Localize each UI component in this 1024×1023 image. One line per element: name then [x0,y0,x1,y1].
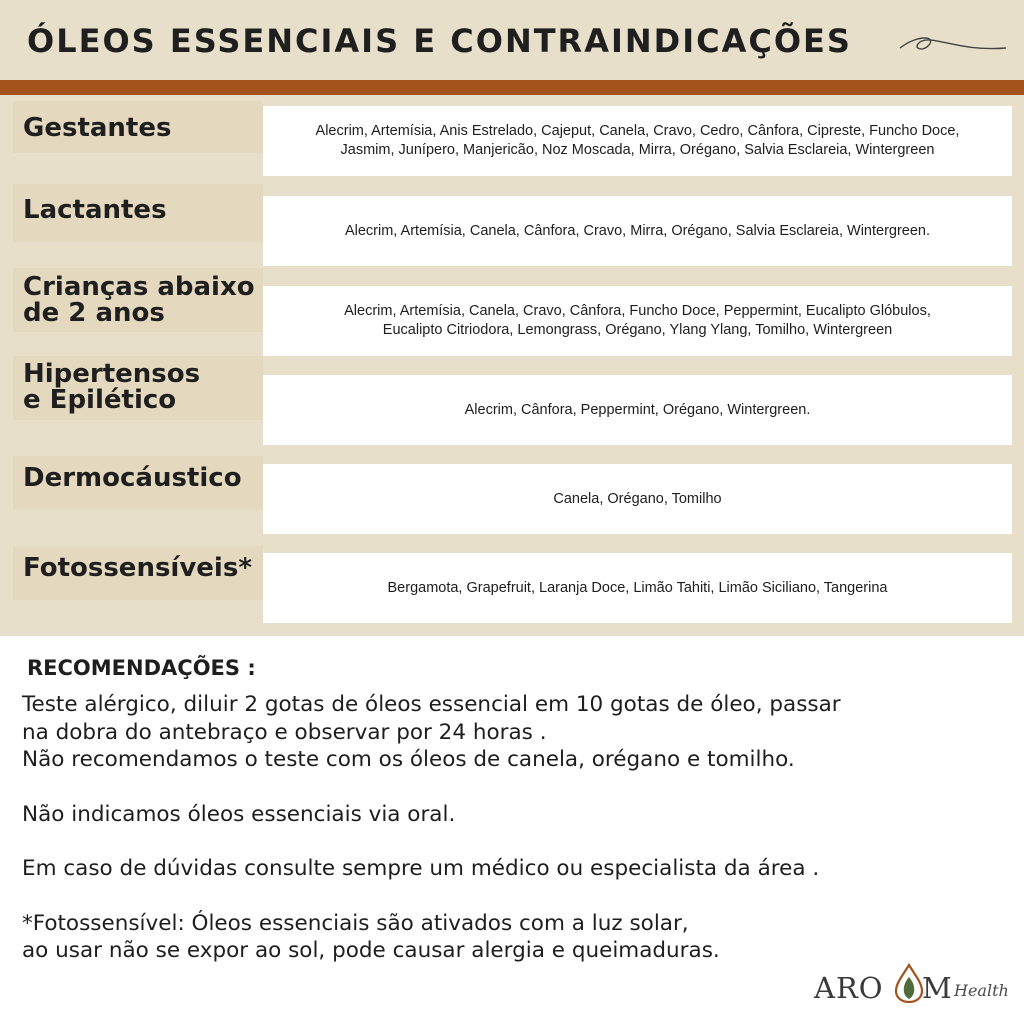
row-label-hipertensos: Hipertensos e Epilético [13,356,263,420]
accent-stripe [0,80,1024,95]
header-panel [0,0,1024,80]
logo-word-left: ARO [814,971,884,1005]
arom-health-logo [814,963,1014,1013]
row-oils-gestantes: Alecrim, Artemísia, Anis Estrelado, Cajeput, Canela, Cravo, Cedro, Cânfora, Cipreste, Funcho Doce, Jasmim, Junípero, Manjericão, Noz Moscada, Mirra, Orégano, Salvia Esclareia, Wintergreen [263,106,1012,176]
recommendations-body [22,691,1012,965]
recommendations-title: RECOMENDAÇÕES : [27,656,256,680]
recommendation-paragraph: Teste alérgico, diluir 2 gotas de óleos essencial em 10 gotas de óleo, passar na dobra do antebraço e observar por 24 horas . Não recomendamos o teste com os óleos de canela, orégano e tomilho. [22,692,841,772]
logo-tagline: Health [954,981,1009,1000]
recommendation-paragraph: Em caso de dúvidas consulte sempre um médico ou especialista da área . [22,856,820,881]
swirl-ornament-icon [898,28,1008,64]
row-label-dermocaustico: Dermocáustico [13,456,263,510]
recommendation-paragraph: *Fotossensível: Óleos essenciais são ativados com a luz solar, ao usar não se expor ao sol, pode causar alergia e queimaduras. [22,910,720,963]
row-label-fotossensiveis: Fotossensíveis* [13,546,263,600]
oil-drop-leaf-icon [893,963,925,1003]
page-title: ÓLEOS ESSENCIAIS E CONTRAINDICAÇÕES [27,22,852,60]
row-oils-fotossensiveis: Bergamota, Grapefruit, Laranja Doce, Limão Tahiti, Limão Siciliano, Tangerina [263,553,1012,623]
row-oils-dermocaustico: Canela, Orégano, Tomilho [263,464,1012,534]
row-oils-hipertensos: Alecrim, Cânfora, Peppermint, Orégano, Wintergreen. [263,375,1012,445]
row-label-lactantes: Lactantes [13,184,263,242]
row-label-criancas: Crianças abaixo de 2 anos [13,268,263,332]
row-oils-criancas: Alecrim, Artemísia, Canela, Cravo, Cânfora, Funcho Doce, Peppermint, Eucalipto Glóbulos, Eucalipto Citriodora, Lemongrass, Orégano, Ylang Ylang, Tomilho, Wintergreen [263,286,1012,356]
row-oils-lactantes: Alecrim, Artemísia, Canela, Cânfora, Cravo, Mirra, Orégano, Salvia Esclareia, Wintergreen. [263,196,1012,266]
logo-word-right: M [922,971,953,1005]
recommendation-paragraph: Não indicamos óleos essenciais via oral. [22,801,456,827]
row-label-gestantes: Gestantes [13,101,263,153]
